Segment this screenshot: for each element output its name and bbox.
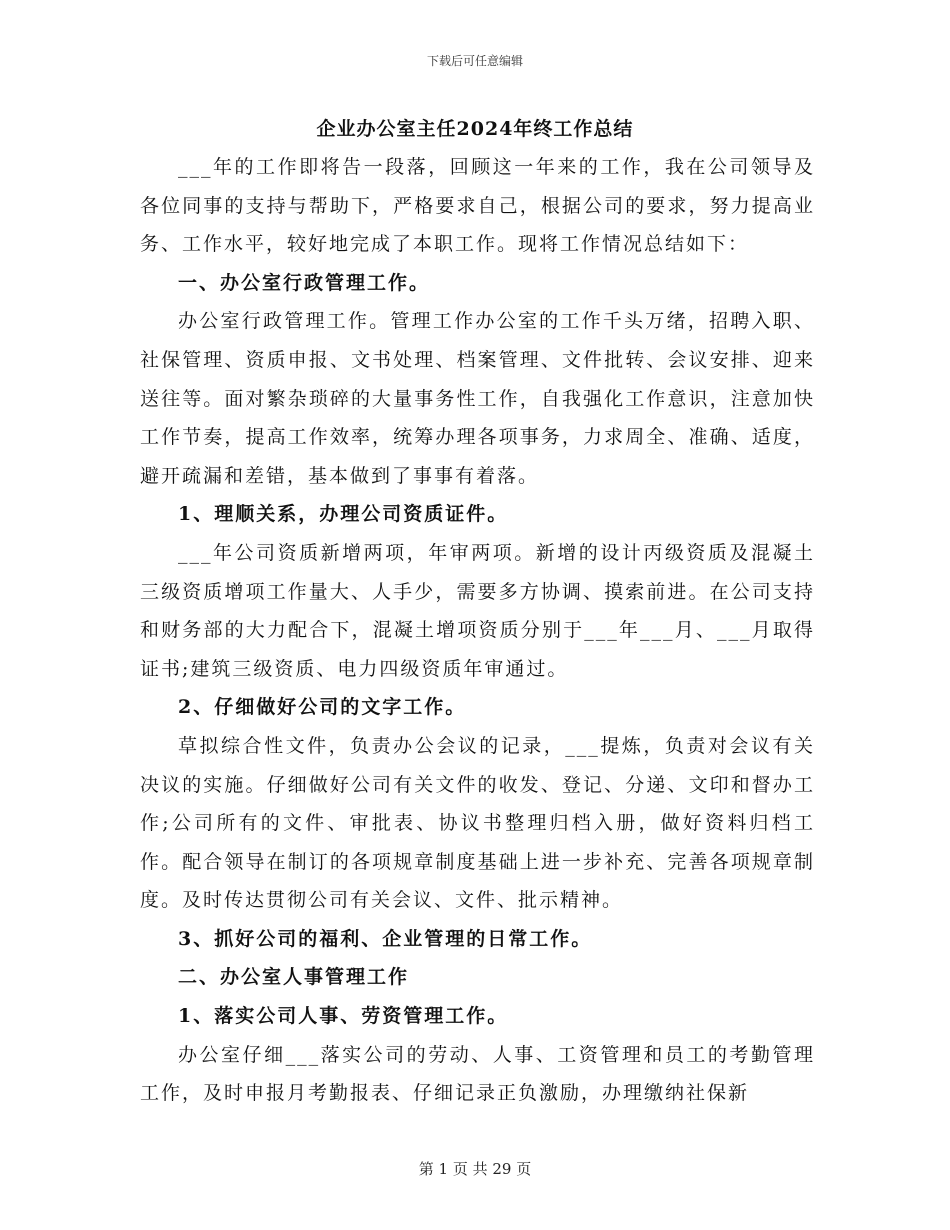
page-header: 下载后可任意编辑: [426, 54, 523, 68]
subsection-heading: 2、仔细做好公司的文字工作。: [178, 696, 467, 719]
paragraph: 草拟综合性文件，负责办公会议的记录，___提炼，负责对会议有关决议的实施。仔细做好公司有关文件的收发、登记、分递、文印和督办工作;公司所有的文件、审批表、协议书整理归档入册，做好资料归档工作。配合领导在制订的各项规章制度基础上进一步补充、完善各项规章制度。及时传达贯彻公司有关会议、文件、批示精神。: [140, 734, 815, 912]
paragraph-intro: ___年的工作即将告一段落，回顾这一年来的工作，我在公司领导及各位同事的支持与帮助下，严格要求自己，根据公司的要求，努力提高业务、工作水平，较好地完成了本职工作。现将工作情况总结如下：: [140, 156, 815, 256]
paragraph: ___年公司资质新增两项，年审两项。新增的设计丙级资质及混凝土三级资质增项工作量大、人手少，需要多方协调、摸索前进。在公司支持和财务部的大力配合下，混凝土增项资质分别于___年___月、___月取得证书;建筑三级资质、电力四级资质年审通过。: [140, 541, 815, 680]
document-title: 企业办公室主任2024年终工作总结: [316, 118, 634, 140]
subsection-heading: 1、理顺关系，办理公司资质证件。: [178, 503, 509, 526]
subsection-heading: 1、落实公司人事、劳资管理工作。: [178, 1005, 509, 1028]
section-heading-1: 一、办公室行政管理工作。: [178, 271, 431, 294]
document-body: [140, 148, 815, 1113]
paragraph: 办公室行政管理工作。管理工作办公室的工作千头万绪，招聘入职、社保管理、资质申报、文书处理、档案管理、文件批转、会议安排、迎来送往等。面对繁杂琐碎的大量事务性工作，自我强化工作意识，注意加快工作节奏，提高工作效率，统筹办理各项事务，力求周全、准确、适度，避开疏漏和差错，基本做到了事事有着落。: [140, 310, 815, 487]
paragraph: 办公室仔细___落实公司的劳动、人事、工资管理和员工的考勤管理工作，及时申报月考勤报表、仔细记录正负激励，办理缴纳社保新: [140, 1043, 815, 1105]
page-footer: 第 1 页 共 29 页: [418, 1160, 532, 1178]
section-heading-2: 二、办公室人事管理工作: [178, 966, 410, 989]
subsection-heading: 3、抓好公司的福利、企业管理的日常工作。: [178, 927, 593, 950]
